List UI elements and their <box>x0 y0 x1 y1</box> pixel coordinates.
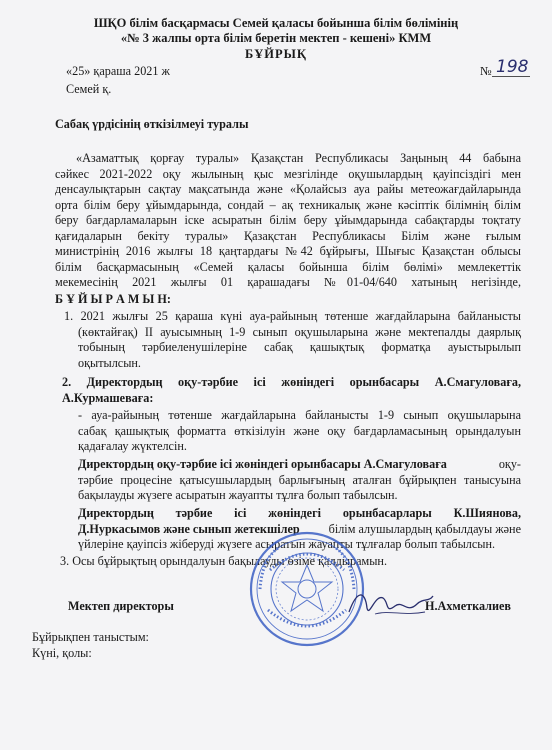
item1-line: (көктайғақ) ІІ ауысымның 1-9 сынып оқушыларына және мектепалды даярлық <box>78 324 521 339</box>
item1-line: оқытылсын. <box>78 355 141 370</box>
para-a-line: бақылауды жүзеге асыратын жауапты тұлға болып табылсын. <box>78 488 398 502</box>
order-subject: Сабақ үрдісінің өткізілмеуі туралы <box>55 117 249 131</box>
item2-line: А.Курмашеваға: <box>62 391 154 405</box>
date-signature-label: Күні, қолы: <box>32 646 92 660</box>
header-school: «№ 3 жалпы орта білім беретін мектеп - кешені» КММ <box>120 31 432 45</box>
item2-sub-line: - ауа-райының төтенше жағдайларына байланысты 1-9 сынып оқушыларына <box>78 408 521 422</box>
acquainted-label: Бұйрықпен таныстым: <box>32 630 149 644</box>
para-a-lead: Директордың оқу-тәрбие ісі жөніндегі орынбасары А.Смагуловаға <box>78 457 447 471</box>
director-title: Мектеп директоры <box>68 599 174 613</box>
item2-line: 2. Директордың оқу-тәрбие ісі жөніндегі орынбасары А.Смагуловаға, <box>62 375 521 389</box>
para-a-line: тәрбие процесіне қатысушылардың барлығының аталған бұйрықпен танысуына <box>78 472 521 487</box>
item1-line: тобының тәрбиеленушілеріне сабақ қашықтық форматқа ауыстырылып <box>78 340 521 354</box>
body-line: министрінің 2016 жылғы 18 қаңтардағы №42 бұйрығы, Шығыс Қазақстан облысы <box>55 244 521 258</box>
number-underline <box>492 75 530 78</box>
order-city: Семей қ. <box>66 82 112 96</box>
document-title: БҰЙРЫҚ <box>245 47 307 61</box>
director-name: Н.Ахметкалиев <box>425 599 512 613</box>
para-b-lead: Д.Нуркасымов және сынып жетекшілер <box>78 521 300 536</box>
body-line: «Азаматтық қорғау туралы» Қазақстан Республикасы Заңының 44 бабына <box>76 151 521 165</box>
item2-sub-line: қадағалау жүктелсін. <box>78 439 187 453</box>
body-line: беру бағдарламаларын іске асыратын білім беру ұйымдарында сабақтарды тоқтату <box>55 213 521 227</box>
para-b-line: Директордың тәрбие ісі жөніндегі орынбасарлары К.Шиянова, <box>78 506 521 520</box>
body-line: орта білім беру ұйымдарында, сондай – ақ техникалық және кәсіптік білімнің білім <box>55 197 521 212</box>
item2-sub-line: сабақ қашықтық форматта өткізілуін және оқу бағдарламасының орындалуын <box>78 423 521 438</box>
para-b-rest: білім алушылардың қабылдауы және <box>328 521 521 536</box>
handwritten-signature <box>345 584 435 624</box>
body-line: білім басқармасының «Семей қаласы бойынша білім бөлімі» мемлекеттік <box>55 259 521 274</box>
header-organization: ШҚО білім басқармасы Семей қаласы бойынша білім бөлімінің <box>93 16 459 30</box>
body-line: сәйкес 2021-2022 оқу жылының қыс мезгілінде оқушылардың қауіпсіздігі мен <box>55 166 521 181</box>
order-number-label: № <box>480 64 492 78</box>
order-number-value: 198 <box>496 57 529 77</box>
para-a-first-line <box>78 457 521 473</box>
order-word: Б Ұ Й Ы Р А М Ы Н: <box>55 292 171 306</box>
body-line: мекемесінің 2021 жылғы 01 қарашадағы №01-04/640 хатының негізінде, <box>55 275 521 289</box>
item3: 3. Осы бұйрықтың орындалуын бақылауды өзіме қалдырамын. <box>60 554 387 568</box>
body-line: денсаулықтарын сақтау мақсатында және «Қолайсыз ауа райы метеожағдайларында <box>55 182 521 196</box>
order-date: «25» қараша 2021 ж <box>66 64 170 78</box>
body-line: қағидаларын бекіту туралы» Қазақстан Республикасы Білім және ғылым <box>55 228 521 243</box>
para-b-line: үйлеріне қауіпсіз жіберуді жүзеге асыратын жауапты тұлғалар болып табылсын. <box>78 537 496 551</box>
para-a-tail: оқу- <box>498 457 521 471</box>
item1-line: 1. 2021 жылғы 25 қараша күні ауа-райының төтенше жағдайларына байланысты <box>64 309 521 323</box>
